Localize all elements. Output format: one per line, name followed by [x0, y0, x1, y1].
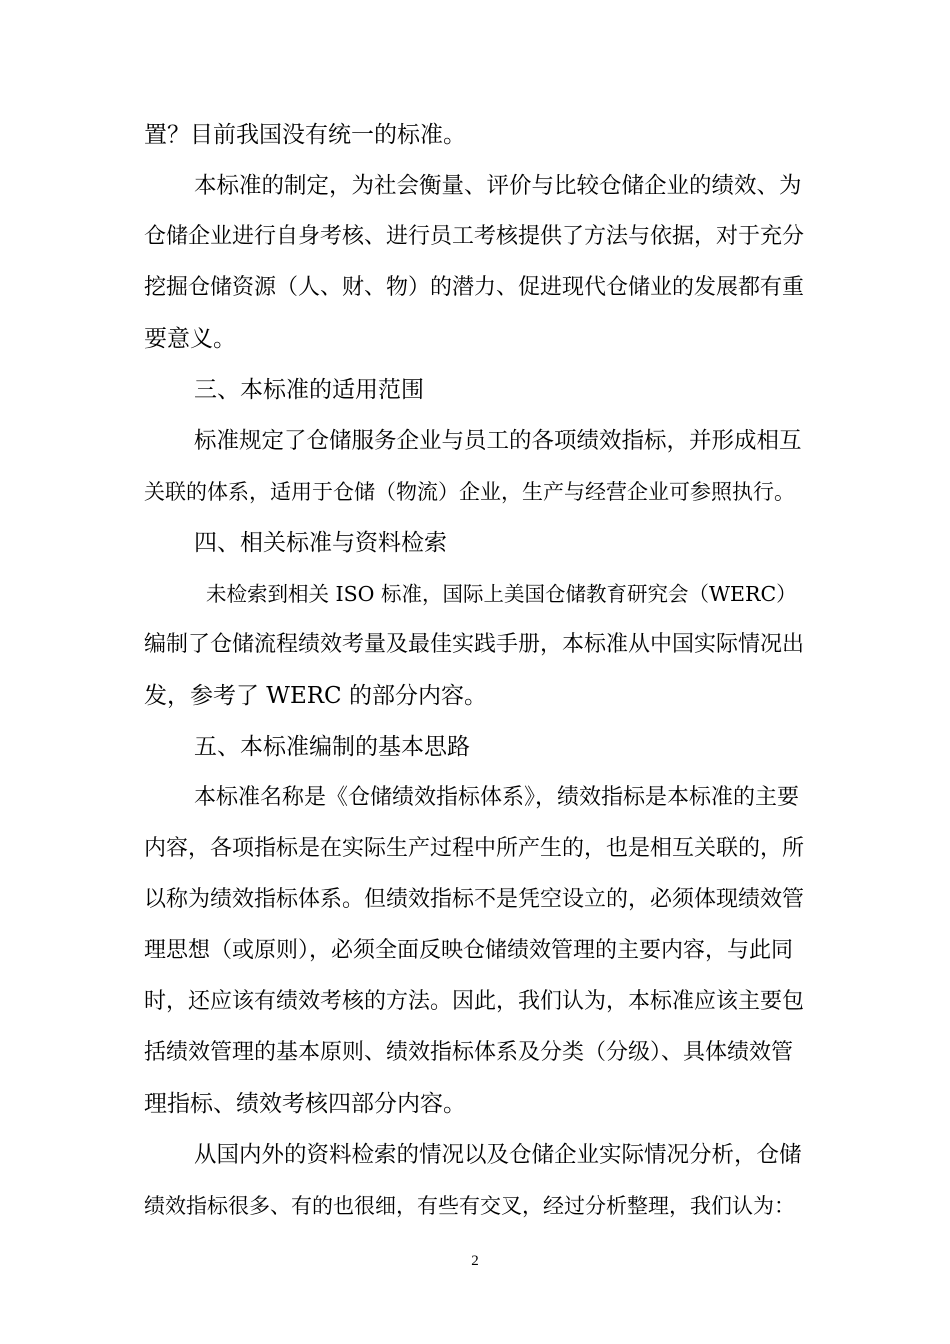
- section-heading: 五、本标准编制的基本思路: [194, 734, 470, 760]
- text-line: 编制了仓储流程绩效考量及最佳实践手册，本标准从中国实际情况出: [144, 632, 805, 657]
- text-line: 发，参考了 WERC 的部分内容。: [144, 683, 487, 709]
- text-line: 内容，各项指标是在实际生产过程中所产生的，也是相互关联的，所: [144, 836, 805, 861]
- section-heading: 三、本标准的适用范围: [194, 377, 424, 403]
- text-line: 绩效指标很多、有的也很细，有些有交叉，经过分析整理，我们认为：: [144, 1194, 795, 1218]
- text-line: 括绩效管理的基本原则、绩效指标体系及分类（分级）、具体绩效管: [144, 1040, 794, 1065]
- text-line: 关联的体系，适用于仓储（物流）企业，生产与经营企业可参照执行。: [144, 480, 795, 504]
- text-line: 要意义。: [144, 326, 236, 352]
- text-line: 时，还应该有绩效考核的方法。因此，我们认为，本标准应该主要包: [144, 989, 805, 1014]
- text-line: 仓储企业进行自身考核、进行员工考核提供了方法与依据，对于充分: [144, 224, 805, 249]
- text-line: 标准规定了仓储服务企业与员工的各项绩效指标，并形成相互: [194, 428, 802, 454]
- text-line: 置？目前我国没有统一的标准。: [144, 122, 466, 148]
- text-line: 未检索到相关 ISO 标准，国际上美国仓储教育研究会（WERC）: [206, 582, 797, 606]
- text-line: 以称为绩效指标体系。但绩效指标不是凭空设立的，必须体现绩效管: [144, 887, 805, 912]
- text-line: 本标准的制定，为社会衡量、评价与比较仓储企业的绩效、为: [194, 173, 802, 199]
- text-line: 本标准名称是《仓储绩效指标体系》，绩效指标是本标准的主要: [194, 785, 800, 810]
- text-line: 从国内外的资料检索的情况以及仓储企业实际情况分析，仓储: [194, 1142, 802, 1168]
- page-number: 2: [471, 1253, 479, 1269]
- section-heading: 四、相关标准与资料检索: [194, 530, 447, 556]
- text-line: 挖掘仓储资源（人、财、物）的潜力、促进现代仓储业的发展都有重: [144, 275, 805, 300]
- text-line: 理思想（或原则），必须全面反映仓储绩效管理的主要内容，与此同: [144, 938, 794, 963]
- text-line: 理指标、绩效考核四部分内容。: [144, 1091, 466, 1117]
